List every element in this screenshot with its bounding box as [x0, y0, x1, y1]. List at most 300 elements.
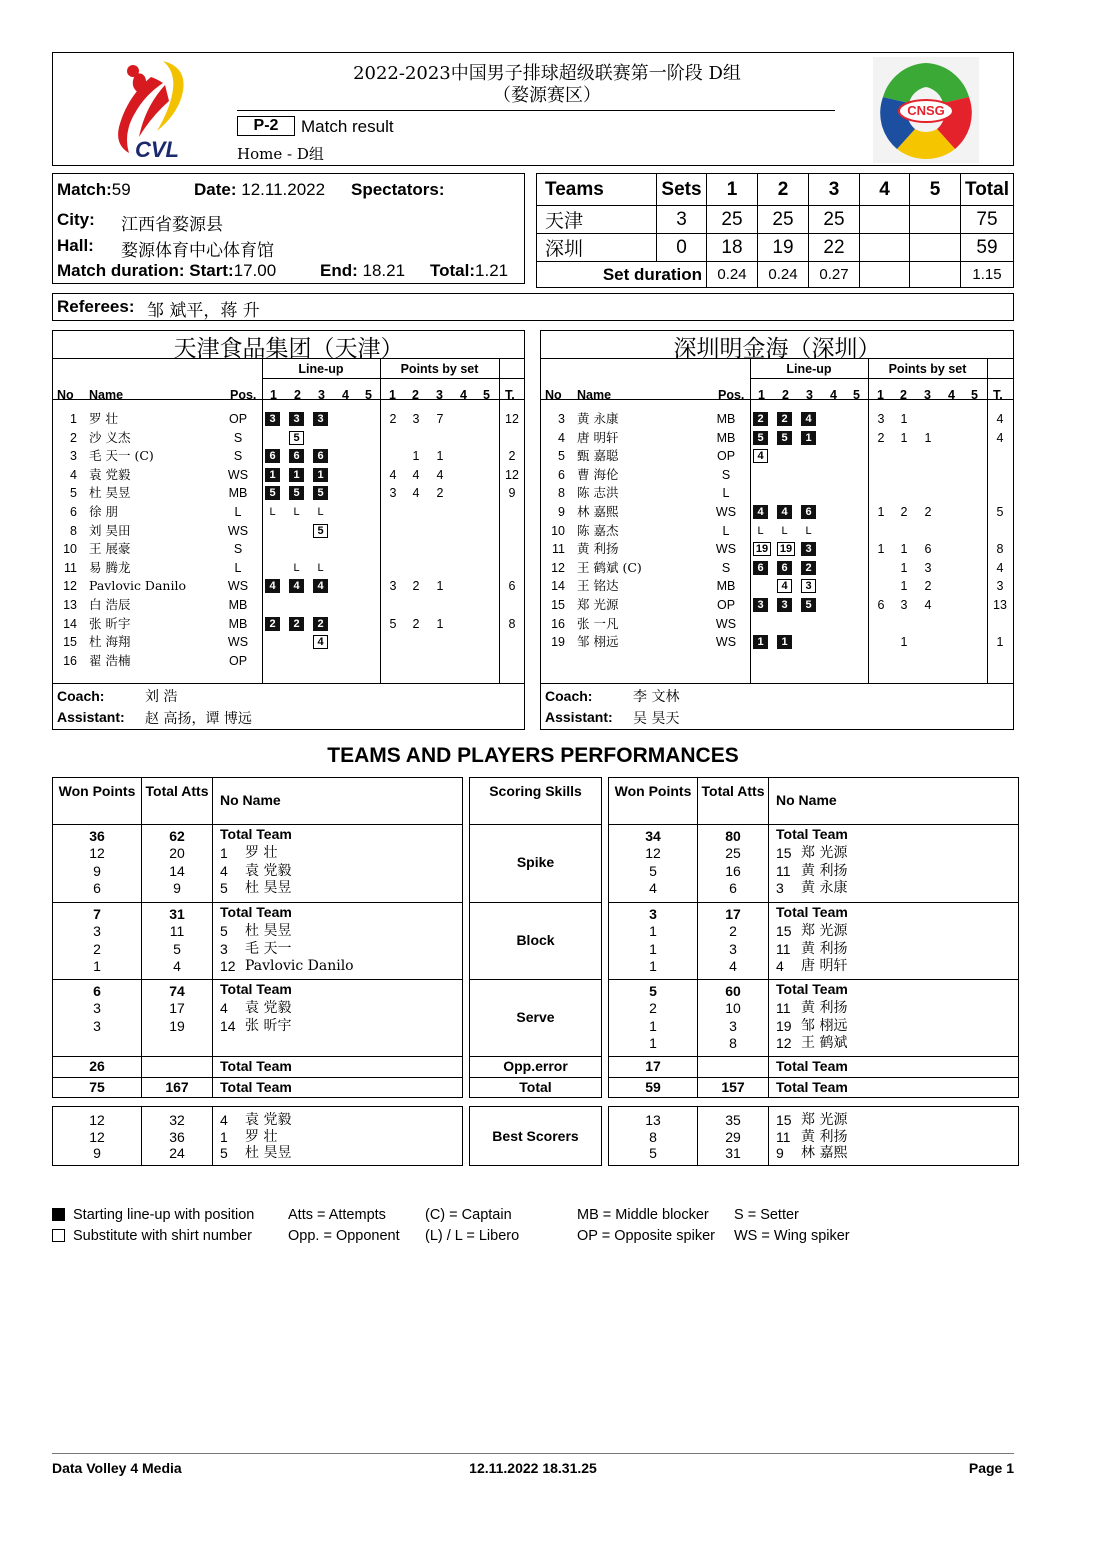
end-time: 18.21	[362, 261, 406, 280]
player-name: 刘 昊田	[89, 522, 131, 538]
player-row	[53, 596, 524, 615]
player-row	[53, 540, 524, 559]
end-label: End:	[320, 261, 358, 280]
player-name: 罗 壮	[245, 845, 278, 861]
score-s5-b	[910, 234, 961, 262]
player-won-points: 3	[93, 923, 101, 939]
lineup-set-4-header: 4	[342, 388, 349, 402]
best-player-name: 杜 昊昱	[245, 1145, 292, 1161]
points-set-1-header: 1	[877, 388, 884, 402]
player-name: 陈 嘉杰	[577, 522, 619, 538]
player-name: 郑 光源	[801, 845, 848, 861]
points-header: Points by set	[400, 362, 479, 376]
team-total-atts: 60	[725, 983, 741, 999]
player-total-atts: 20	[169, 845, 185, 861]
player-number: 11	[776, 1000, 791, 1016]
coach-name: 刘 浩	[145, 689, 178, 705]
player-number: 13	[63, 598, 77, 612]
points-set-2: 2	[412, 579, 420, 594]
lineup-set-1-header: 1	[758, 388, 765, 402]
player-row: 1 罗 壮 OP 3 3 3 2 3 7 12	[53, 410, 524, 429]
points-set-3: 2	[924, 579, 932, 594]
points-set-1-header: 1	[389, 388, 396, 402]
player-number: 11	[776, 940, 791, 957]
player-name: 杜 昊昱	[89, 485, 131, 501]
player-name: 黄 利扬	[577, 541, 619, 557]
player-row: 3 黄 永康 MB 2 2 4 3 1 4	[541, 410, 1013, 429]
player-won-points: 2	[93, 940, 101, 957]
player-row: 5 杜 昊昱 MB 5 5 5 3 4 2 9	[53, 484, 524, 503]
player-number: 8	[558, 486, 565, 501]
points-set-1: 3	[389, 579, 397, 594]
points-set-2: 3	[412, 412, 420, 426]
player-number: 5	[220, 923, 228, 939]
points-set-2: 1	[900, 542, 908, 557]
team-won-points: 6	[93, 983, 101, 999]
skill-opp-error: Opp.error	[503, 1058, 568, 1074]
points-set-5-header: 5	[483, 388, 490, 402]
score-total-b: 59	[961, 234, 1014, 262]
player-position: S	[721, 467, 731, 482]
match-number: 59	[111, 180, 131, 199]
player-name: 甄 嘉聪	[577, 448, 619, 464]
best-won-points: 8	[649, 1128, 657, 1145]
total-team-label: Total Team	[776, 904, 848, 920]
player-number: 3	[70, 449, 77, 464]
points-set-2-header: 2	[412, 388, 419, 402]
player-position: MB	[228, 598, 248, 612]
best-player-name: 黄 利扬	[801, 1128, 848, 1145]
team_b-name: 深圳明金海（深圳）	[673, 336, 881, 362]
points-set-3: 7	[436, 412, 444, 426]
points-set-4-header: 4	[460, 388, 467, 402]
player-number: 16	[551, 616, 565, 631]
player-name: 黄 利扬	[801, 940, 848, 957]
player-number: 10	[63, 542, 77, 557]
player-name: 沙 义杰	[89, 429, 131, 445]
player-number: 4	[776, 958, 784, 974]
referees-box	[52, 293, 1014, 321]
player-total-atts: 25	[725, 845, 741, 861]
best-total-atts: 32	[169, 1112, 185, 1128]
player-won-points: 3	[93, 1000, 101, 1016]
player-row: 3 毛 天一 (C) S 6 6 6 1 1 2	[53, 447, 524, 466]
team-won-points: 3	[649, 906, 657, 922]
points-set-1: 3	[389, 486, 397, 501]
legend-opp: Opp. = Opponent	[288, 1228, 400, 1244]
player-name: 张 昕宇	[89, 615, 131, 631]
player-name: 黄 永康	[801, 880, 848, 896]
player-total-atts: 8	[729, 1035, 737, 1051]
player-name: 黄 永康	[577, 411, 619, 426]
best-player-number: 15	[776, 1112, 792, 1128]
player-position: OP	[228, 653, 248, 668]
player-row: 11 易 腾龙 L L L	[53, 559, 524, 578]
points-set-3: 1	[436, 579, 444, 594]
player-number: 5	[558, 449, 565, 464]
best-player-number: 5	[220, 1145, 228, 1161]
points-set-2: 1	[412, 449, 420, 464]
assistant-name: 赵 高扬，谭 博远	[145, 711, 252, 727]
scoring-skills	[469, 777, 602, 1098]
player-number: 3	[220, 940, 228, 957]
player-number: 11	[776, 862, 791, 879]
player-row: 12 王 鹤斌 (C) S 6 6 2 1 3 4	[541, 559, 1013, 578]
player-row: 4 袁 党毅 WS 1 1 1 4 4 4 12	[53, 466, 524, 485]
page-code: P-2	[237, 116, 295, 136]
score-s5-a	[910, 206, 961, 234]
team-total-atts: 80	[725, 828, 741, 844]
player-won-points: 1	[649, 958, 657, 974]
grand-total-won-points: 75	[89, 1079, 105, 1095]
cvl-logo	[105, 57, 195, 163]
legend	[52, 1206, 952, 1250]
lineup-header: Line-up	[786, 362, 832, 376]
total-team-label: Total Team	[220, 1079, 292, 1095]
player-row: 6 徐 朋 L L L L	[53, 503, 524, 522]
team-won-points: 5	[649, 983, 657, 999]
lineup-set-2-header: 2	[782, 388, 789, 402]
team-b-best-scorers	[608, 1106, 1019, 1166]
start-time: 17.00	[233, 261, 277, 280]
player-position: WS	[227, 467, 249, 482]
date-label: Date:	[194, 180, 237, 199]
best-total-atts: 29	[725, 1128, 741, 1145]
score-header-4: 3	[809, 174, 860, 206]
player-name: 张 昕宇	[245, 1017, 292, 1034]
player-total-points: 8	[508, 616, 516, 631]
team-total-atts: 74	[169, 983, 185, 999]
points-set-2: 1	[900, 412, 908, 426]
player-row: 4 唐 明轩 MB 5 5 1 2 1 1 4	[541, 429, 1013, 448]
best-player-name: 袁 党毅	[245, 1112, 292, 1128]
team-won-points: 36	[89, 828, 105, 844]
name-header: Name	[577, 388, 612, 402]
assistant-name: 吴 昊天	[633, 711, 680, 727]
no-name-header: No Name	[220, 792, 281, 808]
best-player-name: 郑 光源	[801, 1112, 848, 1128]
opp-error-won-points: 26	[89, 1058, 105, 1074]
score-header-6: 5	[910, 174, 961, 206]
lineup-set-5-header: 5	[365, 388, 372, 402]
skill-total: Total	[519, 1079, 552, 1095]
player-row: 12 Pavlovic Danilo WS 4 4 4 3 2 1 6	[53, 577, 524, 596]
assistant-label: Assistant:	[545, 709, 613, 725]
player-name: 王 铭达	[577, 578, 619, 594]
player-name: Pavlovic Danilo	[89, 578, 186, 594]
player-won-points: 1	[649, 1035, 657, 1051]
points-set-1: 6	[877, 598, 885, 612]
player-number: 15	[63, 635, 77, 650]
player-total-atts: 17	[169, 1000, 185, 1016]
points-set-4-header: 4	[948, 388, 955, 402]
points-set-3-header: 3	[924, 388, 931, 402]
player-name: 王 鹤斌 (C)	[577, 559, 642, 575]
city-label: City:	[57, 210, 95, 229]
score-sets-b: 0	[657, 234, 707, 262]
best-total-atts: 36	[169, 1128, 185, 1145]
player-position: L	[234, 560, 242, 575]
player-number: 11	[552, 542, 565, 557]
won-points-header: Won Points	[58, 783, 136, 799]
player-won-points: 6	[93, 880, 101, 896]
total-atts-header: Total Atts	[701, 783, 765, 799]
points-header: Points by set	[888, 362, 967, 376]
player-name: 黄 利扬	[801, 862, 848, 879]
points-set-2-header: 2	[900, 388, 907, 402]
coach-label: Coach:	[545, 688, 593, 704]
best-player-number: 1	[220, 1128, 228, 1145]
player-position: MB	[228, 486, 248, 501]
player-number: 8	[70, 523, 77, 538]
player-position: MB	[716, 412, 736, 426]
player-number: 10	[551, 523, 565, 538]
set-duration-3	[860, 262, 910, 288]
team-won-points: 34	[645, 828, 661, 844]
player-row	[541, 484, 1013, 503]
points-set-1: 5	[389, 616, 397, 631]
points-set-1: 2	[389, 412, 397, 426]
player-total-atts: 16	[725, 862, 741, 879]
score-row-b	[537, 234, 1014, 262]
report-title: 2022-2023中国男子排球超级联赛第一阶段 D组	[353, 63, 741, 84]
match-date: 12.11.2022	[241, 180, 326, 199]
player-position: S	[233, 449, 243, 464]
player-number: 6	[558, 467, 565, 482]
player-total-atts: 4	[729, 958, 737, 974]
player-name: 曹 海伦	[577, 466, 619, 482]
total-label: Total:	[430, 261, 476, 280]
skill-spike: Spike	[516, 854, 555, 870]
score-s4-b	[860, 234, 910, 262]
player-total-atts: 10	[725, 1000, 741, 1016]
legend-starting: Starting line-up with position	[73, 1207, 255, 1223]
header-box	[52, 52, 1014, 166]
substitute-swatch	[52, 1229, 65, 1242]
best-player-number: 4	[220, 1112, 228, 1128]
player-row: 11 黄 利扬 WS 19 19 3 1 1 6 8	[541, 540, 1013, 559]
no-header: No	[57, 388, 74, 402]
player-row: 10 陈 嘉杰 L L L L	[541, 522, 1013, 541]
player-row	[53, 652, 524, 671]
spectators-label: Spectators:	[351, 180, 445, 199]
set-duration-2: 0.27	[809, 262, 860, 288]
score-header-2: 1	[707, 174, 758, 206]
skill-block: Block	[516, 931, 555, 948]
pos-header: Pos.	[718, 388, 745, 402]
score-row-a	[537, 206, 1014, 234]
player-name: 张 一凡	[577, 615, 619, 631]
cnsg-logo	[873, 57, 979, 163]
legend-libero: (L) / L = Libero	[425, 1228, 520, 1244]
player-name: 黄 利扬	[801, 1000, 848, 1016]
total-team-label: Total Team	[776, 1079, 848, 1095]
player-name: Pavlovic Danilo	[245, 958, 354, 974]
match-label: Match:	[57, 180, 112, 199]
player-name: 翟 浩楠	[89, 652, 131, 668]
player-total-atts: 9	[173, 880, 181, 896]
player-name: 陈 志洪	[577, 485, 619, 501]
player-row: 14 张 昕宇 MB 2 2 2 5 2 1 8	[53, 615, 524, 634]
points-set-2: 4	[412, 467, 420, 482]
set-duration-1: 0.24	[758, 262, 809, 288]
points-set-1: 1	[877, 542, 885, 557]
points-set-2: 1	[900, 430, 908, 445]
player-total-points: 4	[996, 430, 1004, 445]
score-table	[536, 173, 1014, 288]
points-set-3: 6	[924, 542, 932, 557]
report-subtitle: （婺源赛区）	[493, 85, 601, 106]
score-s2-a: 25	[758, 206, 809, 234]
points-set-1: 4	[389, 467, 397, 482]
player-row: 19 邹 栩远 WS 1 1 1 1	[541, 633, 1013, 652]
player-total-atts: 5	[173, 940, 181, 957]
legend-substitute: Substitute with shirt number	[73, 1228, 252, 1244]
player-number: 11	[64, 560, 77, 575]
player-number: 1	[70, 412, 77, 426]
player-name: 袁 党毅	[245, 862, 292, 879]
player-total-points: 4	[996, 412, 1004, 426]
team-total-atts: 31	[169, 906, 185, 922]
start-label: Start:	[189, 261, 234, 280]
points-set-3: 1	[436, 449, 444, 464]
duration-label: Match duration:	[57, 261, 185, 280]
player-number: 9	[558, 505, 565, 519]
best-player-number: 11	[776, 1128, 791, 1145]
player-total-atts: 6	[729, 880, 737, 896]
player-won-points: 12	[645, 845, 661, 861]
player-name: 杜 海翔	[89, 634, 131, 650]
player-number: 19	[776, 1017, 792, 1034]
legend-atts: Atts = Attempts	[288, 1207, 386, 1223]
referees-names: 邹 斌平，蒋 升	[147, 301, 260, 321]
match-info-box	[52, 173, 525, 284]
player-total-atts: 19	[169, 1017, 185, 1034]
player-total-points: 1	[996, 635, 1004, 650]
player-total-atts: 11	[169, 923, 185, 939]
player-total-atts: 14	[169, 862, 185, 879]
player-total-atts: 3	[729, 1017, 737, 1034]
score-header-1: Sets	[657, 174, 707, 206]
cvl-logo-text: CVL	[135, 137, 179, 162]
player-number: 16	[63, 653, 77, 668]
player-row: 15 郑 光源 OP 3 3 5 6 3 4 13	[541, 596, 1013, 615]
player-name: 郑 光源	[801, 923, 848, 939]
points-set-3: 2	[436, 486, 444, 501]
player-total-points: 12	[505, 412, 519, 426]
best-player-number: 9	[776, 1145, 784, 1161]
player-total-points: 12	[505, 467, 519, 482]
opp-error-won-points: 17	[645, 1058, 661, 1074]
points-set-2: 1	[900, 560, 908, 575]
player-won-points: 4	[649, 880, 657, 896]
legend-ws: WS = Wing spiker	[734, 1228, 850, 1244]
points-set-3: 1	[436, 616, 444, 631]
coach-label: Coach:	[57, 688, 105, 704]
player-total-atts: 4	[173, 958, 181, 974]
player-number: 12	[551, 560, 565, 575]
player-position: WS	[227, 523, 249, 538]
points-set-1: 1	[877, 505, 885, 519]
total-header: T.	[505, 388, 515, 402]
grand-total-atts: 167	[165, 1079, 189, 1095]
best-won-points: 12	[89, 1128, 105, 1145]
player-name: 王 鹤斌	[801, 1035, 848, 1051]
player-number: 12	[220, 958, 236, 974]
points-set-3: 4	[436, 467, 444, 482]
player-row: 8 刘 昊田 WS 5	[53, 522, 524, 541]
player-won-points: 1	[649, 940, 657, 957]
legend-mb: MB = Middle blocker	[577, 1207, 709, 1223]
player-total-points: 5	[996, 505, 1004, 519]
lineup-set-1-header: 1	[270, 388, 277, 402]
team-total-atts: 62	[169, 828, 185, 844]
team-b-roster	[540, 330, 1014, 730]
best-scorers-label: Best Scorers	[492, 1128, 579, 1144]
lineup-set-2-header: 2	[294, 388, 301, 402]
city-value: 江西省婺源县	[121, 215, 223, 235]
footer-center: 12.11.2022 18.31.25	[469, 1460, 597, 1476]
player-number: 19	[551, 635, 565, 650]
player-position: WS	[715, 635, 737, 650]
player-total-points: 4	[996, 560, 1004, 575]
player-number: 3	[776, 880, 784, 896]
score-s3-a: 25	[809, 206, 860, 234]
player-number: 14	[551, 579, 565, 594]
player-name: 袁 党毅	[89, 466, 131, 482]
best-player-name: 林 嘉熙	[801, 1145, 848, 1161]
set-duration-0: 0.24	[707, 262, 758, 288]
total-team-label: Total Team	[220, 904, 292, 920]
skill-serve: Serve	[516, 1008, 555, 1025]
footer-right: Page 1	[968, 1460, 1014, 1476]
player-row: 9 林 嘉熙 WS 4 4 6 1 2 2 5	[541, 503, 1013, 522]
score-s1-a: 25	[707, 206, 758, 234]
total-team-label: Total Team	[220, 1058, 292, 1074]
best-player-name: 罗 壮	[245, 1128, 278, 1145]
player-position: WS	[715, 542, 737, 557]
points-set-2: 1	[900, 579, 908, 594]
player-number: 15	[551, 598, 565, 612]
player-row	[541, 615, 1013, 634]
assistant-label: Assistant:	[57, 709, 125, 725]
lineup-set-4-header: 4	[830, 388, 837, 402]
player-position: S	[721, 560, 731, 575]
set-duration-label: Set duration	[537, 262, 707, 288]
player-position: OP	[716, 598, 736, 612]
total-time: 1.21	[475, 261, 509, 280]
player-position: WS	[715, 505, 737, 519]
player-number: 5	[220, 880, 228, 896]
player-name: 毛 天一 (C)	[89, 448, 154, 464]
team-a-roster	[52, 330, 525, 730]
player-position: WS	[227, 579, 249, 594]
footer-left: Data Volley 4 Media	[52, 1460, 182, 1476]
footer-rule	[52, 1453, 1014, 1454]
score-s3-b: 22	[809, 234, 860, 262]
player-won-points: 5	[649, 862, 657, 879]
no-name-header: No Name	[776, 792, 837, 808]
points-set-3: 1	[924, 430, 932, 445]
player-won-points: 1	[649, 923, 657, 939]
player-name: 林 嘉熙	[577, 504, 619, 519]
team-total-atts: 17	[725, 906, 741, 922]
best-won-points: 9	[93, 1145, 101, 1161]
player-number: 14	[63, 616, 77, 631]
player-name: 杜 昊昱	[245, 880, 292, 896]
team-b-performance	[608, 777, 1019, 1098]
points-set-3: 2	[924, 505, 932, 519]
